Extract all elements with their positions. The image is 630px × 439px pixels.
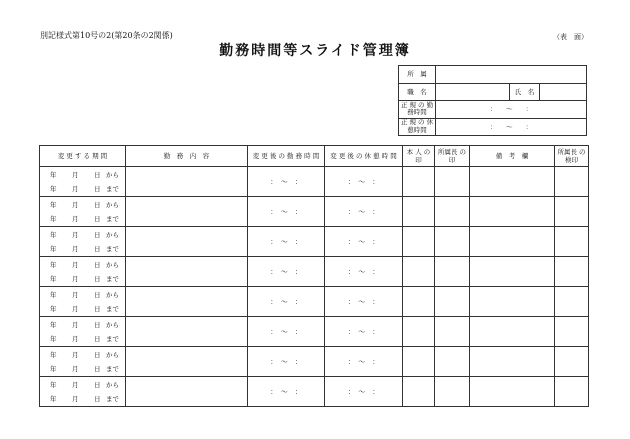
period-text: 年 <box>50 350 57 359</box>
period-text: 日 <box>94 230 101 239</box>
period-text: から <box>106 170 119 179</box>
slide-management-table <box>39 145 589 407</box>
period-text: 日 <box>94 350 101 359</box>
remarks-cell[interactable] <box>470 227 555 257</box>
changed-break-hours-cell[interactable]: ： 〜 ： <box>325 257 403 287</box>
changed-work-hours-cell[interactable]: ： 〜 ： <box>248 227 325 257</box>
period-text: 月 <box>72 290 79 299</box>
period-text: 年 <box>50 380 57 389</box>
changed-break-hours-cell[interactable]: ： 〜 ： <box>325 347 403 377</box>
period-line <box>50 197 125 212</box>
period-text: 月 <box>72 335 79 344</box>
dept-head-check-cell[interactable] <box>555 347 589 377</box>
changed-work-hours-cell[interactable]: ： 〜 ： <box>248 257 325 287</box>
remarks-cell[interactable] <box>470 347 555 377</box>
period-line <box>50 212 125 227</box>
period-text: まで <box>106 275 119 284</box>
table-row <box>40 377 589 407</box>
document-title: 勤務時間等スライド管理簿 <box>219 43 411 59</box>
header-dept-head-seal: 所属長 の印 <box>435 146 470 167</box>
period-line <box>50 242 125 257</box>
period-text: 年 <box>50 320 57 329</box>
period-cell[interactable] <box>40 197 126 227</box>
period-line <box>50 317 125 332</box>
period-text: 年 <box>50 335 57 344</box>
table-row <box>40 167 589 197</box>
form-reference: 別記様式第10号の2(第20条の2関係) <box>40 31 173 40</box>
dept-head-seal-cell[interactable] <box>435 347 470 377</box>
period-text: 年 <box>50 260 57 269</box>
period-text: 日 <box>94 320 101 329</box>
period-text: まで <box>106 245 119 254</box>
period-text: 日 <box>94 215 101 224</box>
table-row <box>40 257 589 287</box>
dept-head-check-cell[interactable] <box>555 227 589 257</box>
changed-work-hours-cell[interactable]: ： 〜 ： <box>248 287 325 317</box>
period-text: 日 <box>94 260 101 269</box>
period-text: 日 <box>94 305 101 314</box>
dept-head-seal-cell[interactable] <box>435 167 470 197</box>
name-label: 氏 名 <box>510 83 540 101</box>
period-text: 年 <box>50 305 57 314</box>
period-cell[interactable] <box>40 167 126 197</box>
period-text: から <box>106 350 119 359</box>
remarks-cell[interactable] <box>470 287 555 317</box>
person-seal-cell[interactable] <box>403 287 435 317</box>
person-seal-cell[interactable] <box>403 227 435 257</box>
period-text: から <box>106 320 119 329</box>
changed-work-hours-cell[interactable]: ： 〜 ： <box>248 347 325 377</box>
period-text: から <box>106 380 119 389</box>
period-text: 年 <box>50 365 57 374</box>
period-text: 日 <box>94 365 101 374</box>
position-label: 職 名 <box>399 83 436 101</box>
period-text: 月 <box>72 395 79 404</box>
dept-head-check-cell[interactable] <box>555 287 589 317</box>
period-text: 月 <box>72 185 79 194</box>
dept-head-seal-cell[interactable] <box>435 227 470 257</box>
table-row <box>40 197 589 227</box>
period-text: から <box>106 230 119 239</box>
changed-work-hours-cell[interactable]: ： 〜 ： <box>248 317 325 347</box>
changed-break-hours-cell[interactable]: ： 〜 ： <box>325 317 403 347</box>
period-text: 年 <box>50 230 57 239</box>
period-text: 年 <box>50 215 57 224</box>
work-content-cell[interactable] <box>126 317 248 347</box>
period-text: 日 <box>94 335 101 344</box>
remarks-cell[interactable] <box>470 167 555 197</box>
period-text: 日 <box>94 290 101 299</box>
period-line <box>50 257 125 272</box>
period-line <box>50 227 125 242</box>
period-text: 日 <box>94 185 101 194</box>
period-text: まで <box>106 185 119 194</box>
changed-work-hours-cell[interactable]: ： 〜 ： <box>248 377 325 407</box>
table-row <box>40 227 589 257</box>
remarks-cell[interactable] <box>470 197 555 227</box>
changed-break-hours-cell[interactable]: ： 〜 ： <box>325 287 403 317</box>
work-content-cell[interactable] <box>126 347 248 377</box>
header-changed-work-hours: 変 更 後 の 勤 務 時 間 <box>248 146 325 167</box>
header-changed-break-hours: 変 更 後 の 休 憩 時 間 <box>325 146 403 167</box>
table-row <box>40 317 589 347</box>
person-seal-cell[interactable] <box>403 257 435 287</box>
period-line <box>50 332 125 347</box>
remarks-cell[interactable] <box>470 257 555 287</box>
period-cell[interactable] <box>40 377 126 407</box>
period-text: 日 <box>94 395 101 404</box>
period-text: まで <box>106 305 119 314</box>
period-line <box>50 287 125 302</box>
work-content-cell[interactable] <box>126 257 248 287</box>
work-content-cell[interactable] <box>126 167 248 197</box>
period-text: 年 <box>50 275 57 284</box>
dept-head-seal-cell[interactable] <box>435 257 470 287</box>
period-text: 月 <box>72 305 79 314</box>
info-box <box>398 65 587 136</box>
regular-break-field[interactable]: ： 〜 ： <box>436 118 587 136</box>
dept-head-seal-cell[interactable] <box>435 197 470 227</box>
dept-head-check-cell[interactable] <box>555 317 589 347</box>
period-text: まで <box>106 335 119 344</box>
dept-head-check-cell[interactable] <box>555 197 589 227</box>
regular-work-hours-field[interactable]: ： 〜 ： <box>436 101 587 119</box>
affiliation-label: 所 属 <box>399 66 436 84</box>
period-text: 月 <box>72 380 79 389</box>
regular-break-label: 正 規 の 休憩時間 <box>399 118 436 136</box>
period-line <box>50 302 125 317</box>
dept-head-check-cell[interactable] <box>555 257 589 287</box>
period-text: 日 <box>94 380 101 389</box>
work-content-cell[interactable] <box>126 197 248 227</box>
period-text: 月 <box>72 350 79 359</box>
dept-head-check-cell[interactable] <box>555 167 589 197</box>
name-field[interactable] <box>540 83 587 101</box>
period-line <box>50 272 125 287</box>
period-text: 年 <box>50 395 57 404</box>
person-seal-cell[interactable] <box>403 197 435 227</box>
dept-head-seal-cell[interactable] <box>435 287 470 317</box>
remarks-cell[interactable] <box>470 377 555 407</box>
regular-work-hours-label: 正 規 の 勤務時間 <box>399 101 436 119</box>
header-remarks: 備 考 欄 <box>470 146 555 167</box>
changed-work-hours-cell[interactable]: ： 〜 ： <box>248 197 325 227</box>
period-text: まで <box>106 395 119 404</box>
period-line <box>50 377 125 392</box>
period-text: 月 <box>72 245 79 254</box>
period-cell[interactable] <box>40 227 126 257</box>
header-work-content: 勤 務 内 容 <box>126 146 248 167</box>
period-text: 月 <box>72 320 79 329</box>
dept-head-seal-cell[interactable] <box>435 377 470 407</box>
person-seal-cell[interactable] <box>403 317 435 347</box>
remarks-cell[interactable] <box>470 317 555 347</box>
person-seal-cell[interactable] <box>403 347 435 377</box>
period-text: 月 <box>72 260 79 269</box>
period-text: から <box>106 200 119 209</box>
header-person-seal: 本 人 の 印 <box>403 146 435 167</box>
period-text: 年 <box>50 170 57 179</box>
dept-head-check-cell[interactable] <box>555 377 589 407</box>
person-seal-cell[interactable] <box>403 377 435 407</box>
changed-break-hours-cell[interactable]: ： 〜 ： <box>325 377 403 407</box>
header-period: 変 更 す る 期 間 <box>40 146 126 167</box>
period-text: 日 <box>94 275 101 284</box>
period-cell[interactable] <box>40 347 126 377</box>
work-content-cell[interactable] <box>126 287 248 317</box>
period-cell[interactable] <box>40 317 126 347</box>
changed-break-hours-cell[interactable]: ： 〜 ： <box>325 227 403 257</box>
changed-break-hours-cell[interactable]: ： 〜 ： <box>325 197 403 227</box>
changed-break-hours-cell[interactable]: ： 〜 ： <box>325 167 403 197</box>
work-content-cell[interactable] <box>126 377 248 407</box>
period-text: 年 <box>50 185 57 194</box>
work-content-cell[interactable] <box>126 227 248 257</box>
period-text: 年 <box>50 290 57 299</box>
period-line <box>50 362 125 377</box>
position-field[interactable] <box>436 83 510 101</box>
period-text: 月 <box>72 200 79 209</box>
table-row <box>40 287 589 317</box>
period-text: 年 <box>50 200 57 209</box>
period-text: まで <box>106 365 119 374</box>
side-label: （表 面） <box>553 33 588 41</box>
period-text: まで <box>106 215 119 224</box>
period-text: から <box>106 260 119 269</box>
period-text: 日 <box>94 200 101 209</box>
period-text: 月 <box>72 170 79 179</box>
period-text: 月 <box>72 365 79 374</box>
person-seal-cell[interactable] <box>403 167 435 197</box>
period-line <box>50 347 125 362</box>
period-line <box>50 167 125 182</box>
header-dept-head-check: 所属長 の検印 <box>555 146 589 167</box>
period-line <box>50 182 125 197</box>
period-text: 月 <box>72 230 79 239</box>
period-text: 日 <box>94 170 101 179</box>
period-text: 日 <box>94 245 101 254</box>
period-cell[interactable] <box>40 287 126 317</box>
period-line <box>50 392 125 407</box>
dept-head-seal-cell[interactable] <box>435 317 470 347</box>
changed-work-hours-cell[interactable]: ： 〜 ： <box>248 167 325 197</box>
table-row <box>40 347 589 377</box>
period-text: 月 <box>72 275 79 284</box>
period-text: 年 <box>50 245 57 254</box>
period-cell[interactable] <box>40 257 126 287</box>
period-text: から <box>106 290 119 299</box>
affiliation-field[interactable] <box>436 66 587 84</box>
period-text: 月 <box>72 215 79 224</box>
